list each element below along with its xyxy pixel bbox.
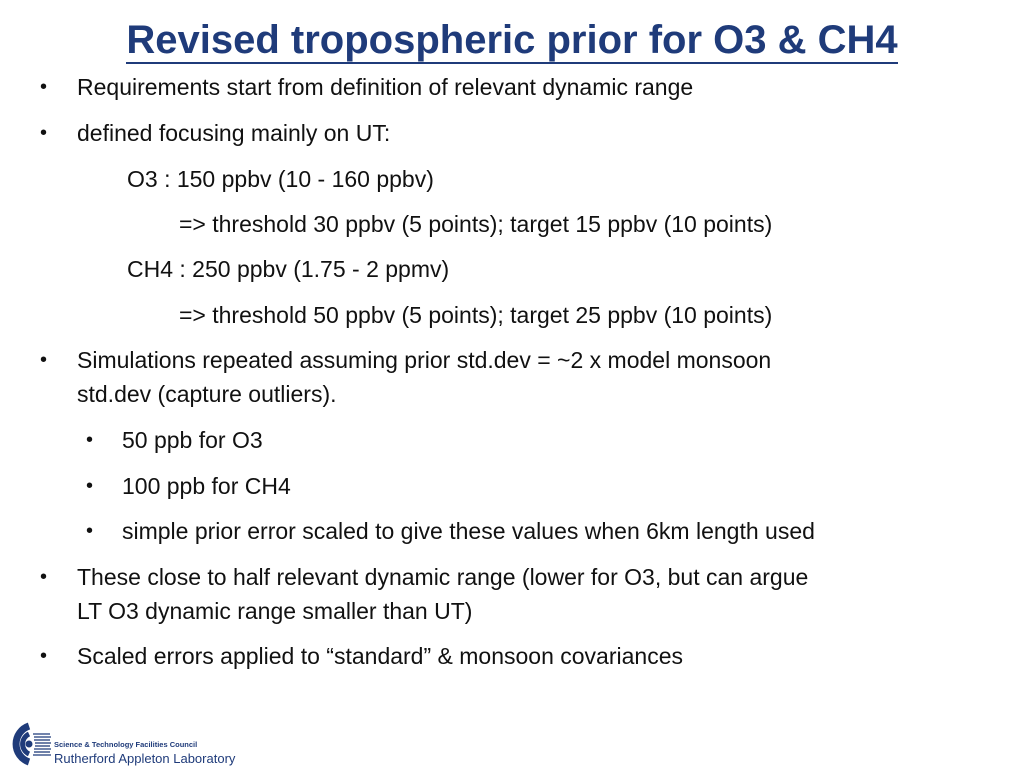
- bullet-text: These close to half relevant dynamic range (lower for O3, but can argue: [77, 564, 809, 590]
- sub-bullet-marker: •: [86, 520, 94, 542]
- indented-text: O3 : 150 ppbv (10 - 160 ppbv): [127, 166, 434, 192]
- council-name: Science & Technology Facilities Council: [54, 740, 198, 749]
- bullet-text: Requirements start from definition of relevant dynamic range: [77, 74, 694, 100]
- indented-text: => threshold 30 ppbv (5 points); target 15 ppbv (10 points): [179, 211, 773, 237]
- sub-bullet-marker: •: [86, 475, 94, 497]
- bullet-marker: •: [40, 76, 48, 98]
- bullet-text: Scaled errors applied to “standard” & monsoon covariances: [77, 643, 683, 669]
- sub-bullet-text: 50 ppb for O3: [122, 427, 263, 453]
- sub-bullet-marker: •: [86, 429, 94, 451]
- indented-text: => threshold 50 ppbv (5 points); target 25 ppbv (10 points): [179, 302, 773, 328]
- sub-bullet-text: simple prior error scaled to give these values when 6km length used: [122, 518, 815, 544]
- stfc-emblem-icon: [6, 722, 52, 766]
- sub-bullet-text: 100 ppb for CH4: [122, 473, 291, 499]
- bullet-text: defined focusing mainly on UT:: [77, 120, 391, 146]
- indented-text: CH4 : 250 ppbv (1.75 - 2 ppmv): [127, 256, 450, 282]
- laboratory-name: Rutherford Appleton Laboratory: [54, 751, 236, 766]
- bullet-marker: •: [40, 645, 48, 667]
- bullet-marker: •: [40, 122, 48, 144]
- slide-title-text: Revised tropospheric prior for O3 & CH4: [126, 18, 898, 62]
- bullet-text-continued: std.dev (capture outliers).: [77, 381, 337, 407]
- stfc-logo: [6, 722, 256, 766]
- bullet-marker: •: [40, 566, 48, 588]
- bullet-marker: •: [40, 349, 48, 371]
- bullet-text-continued: LT O3 dynamic range smaller than UT): [77, 598, 473, 624]
- bullet-text: Simulations repeated assuming prior std.dev = ~2 x model monsoon: [77, 347, 772, 373]
